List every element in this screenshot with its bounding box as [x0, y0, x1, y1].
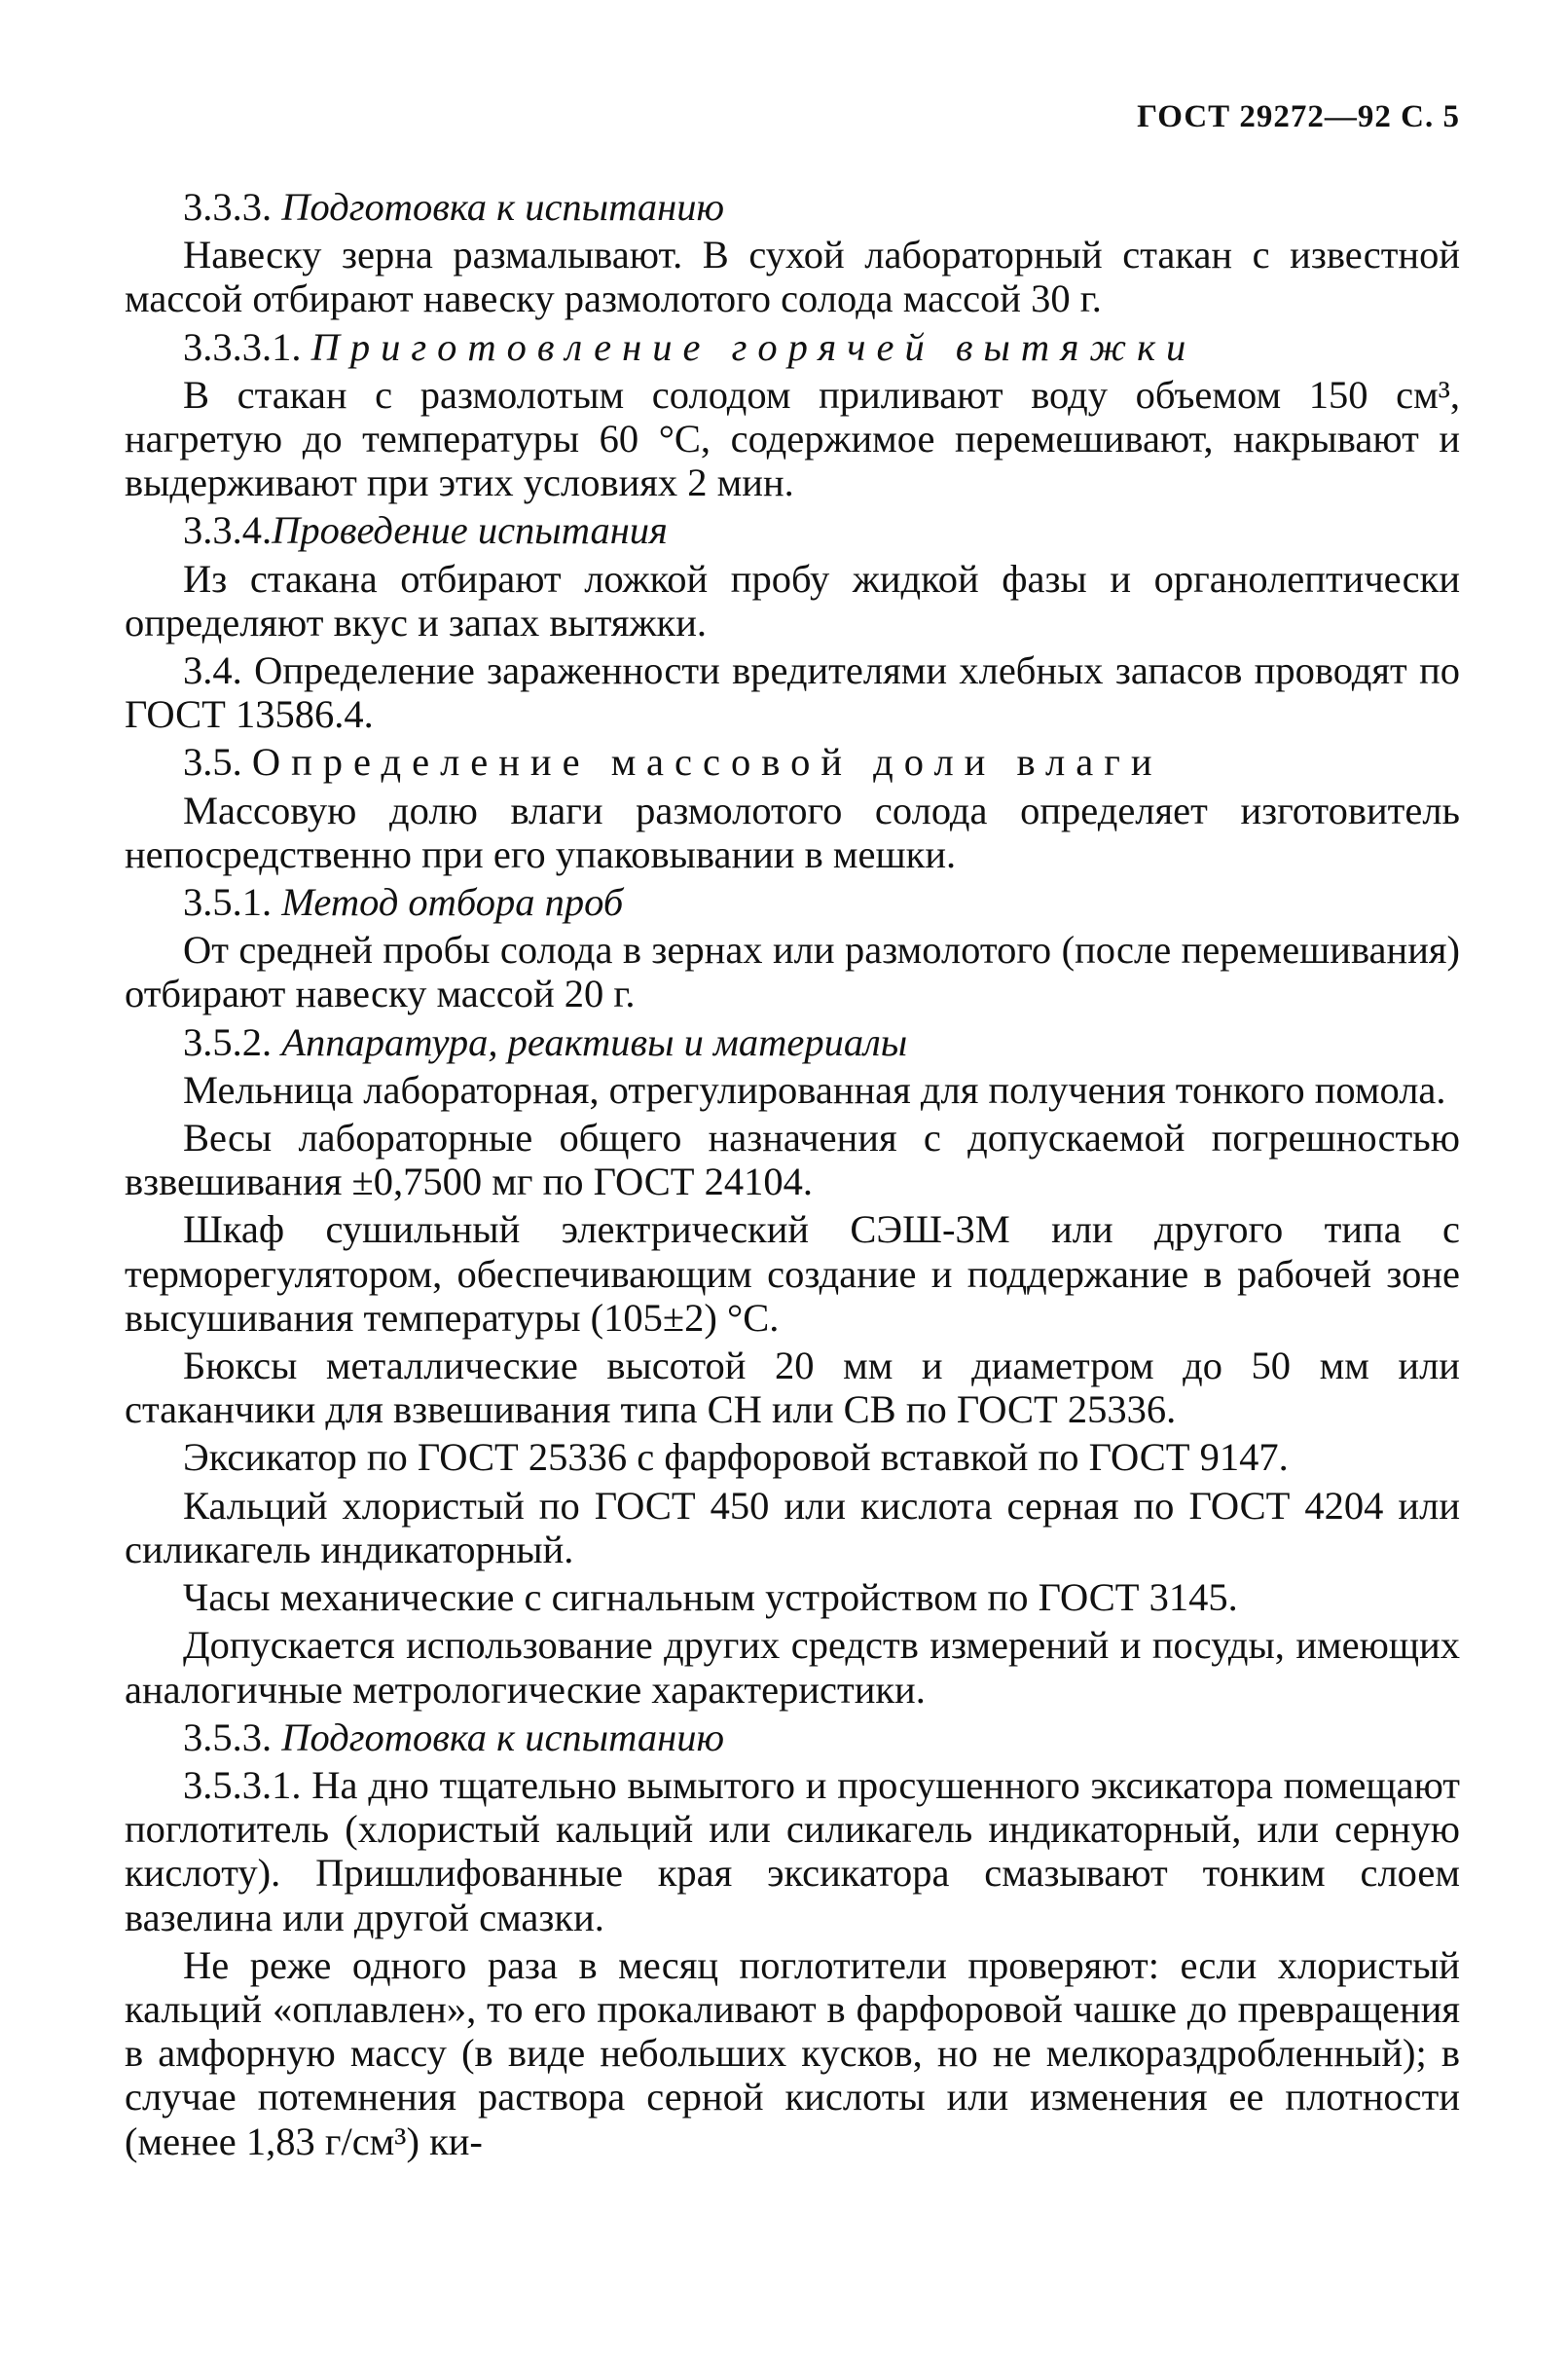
section-title: Подготовка к испытанию — [281, 1714, 725, 1759]
section-heading-3-5 — [125, 740, 1460, 784]
document-page — [125, 97, 1460, 2163]
paragraph: Кальций хлористый по ГОСТ 450 или кислота серная по ГОСТ 4204 или силикагель индикаторный. — [125, 1483, 1460, 1571]
section-title: Проведение испытания — [272, 508, 668, 553]
section-heading-3-3-3-1 — [125, 325, 1460, 369]
section-heading-3-5-3 — [125, 1715, 1460, 1759]
section-number: 3.5.1. — [183, 880, 273, 925]
section-heading-3-3-4 — [125, 508, 1460, 552]
section-heading-3-5-1 — [125, 880, 1460, 924]
section-number: 3.3.4. — [183, 508, 273, 553]
paragraph: Весы лабораторные общего назначения с допускаемой погрешностью взвешивания ±0,7500 мг по ГОСТ 24104. — [125, 1116, 1460, 1204]
section-heading-3-3-3 — [125, 185, 1460, 229]
paragraph: 3.4. Определение зараженности вредителями хлебных запасов проводят по ГОСТ 13586.4. — [125, 648, 1460, 737]
paragraph: В стакан с размолотым солодом приливают воду объемом 150 см³, нагретую до температуры 60 °С, содержимое перемешивают, накрывают и выдерживают при этих условиях 2 мин. — [125, 372, 1460, 505]
section-number: 3.5.2. — [183, 1019, 273, 1064]
section-title: Аппаратура, реактивы и материалы — [281, 1019, 908, 1064]
paragraph: 3.5.3.1. На дно тщательно вымытого и просушенного эксикатора помещают поглотитель (хлористый кальций или силикагель индикаторный, или серную кислоту). Пришлифованные края эксикатора смазывают тонким слоем вазелина или другой смазки. — [125, 1762, 1460, 1939]
paragraph: Мельница лабораторная, отрегулированная для получения тонкого помола. — [183, 1067, 1446, 1112]
paragraph: Допускается использование других средств измерений и посуды, имеющих аналогичные метрологические характеристики. — [125, 1623, 1460, 1712]
section-heading-3-5-2 — [125, 1020, 1460, 1064]
paragraph: Часы механические с сигнальным устройством по ГОСТ 3145. — [183, 1575, 1238, 1620]
paragraph: Массовую долю влаги размолотого солода определяет изготовитель непосредственно при его упаковывании в мешки. — [125, 788, 1460, 876]
section-number: 3.3.3. — [183, 185, 273, 229]
paragraph: Шкаф сушильный электрический СЭШ-3М или другого типа с терморегулятором, обеспечивающим создание и поддержание в рабочей зоне высушивания температуры (105±2) °С. — [125, 1207, 1460, 1340]
paragraph: Бюксы металлические высотой 20 мм и диаметром до 50 мм или стаканчики для взвешивания типа СН или СВ по ГОСТ 25336. — [125, 1344, 1460, 1432]
paragraph: Навеску зерна размалывают. В сухой лабораторный стакан с известной массой отбирают навеску размолотого солода массой 30 г. — [125, 233, 1460, 321]
paragraph: Эксикатор по ГОСТ 25336 с фарфоровой вставкой по ГОСТ 9147. — [183, 1435, 1289, 1480]
section-title: Подготовка к испытанию — [281, 185, 725, 229]
page-header: ГОСТ 29272—92 С. 5 — [1137, 99, 1460, 134]
section-number: 3.3.3.1. — [183, 324, 302, 369]
paragraph: От средней пробы солода в зернах или размолотого (после перемешивания) отбирают навеску массой 20 г. — [125, 928, 1460, 1016]
section-number: 3.5. — [183, 740, 242, 785]
section-title: Приготовление горячей вытяжки — [310, 324, 1197, 369]
paragraph: Не реже одного раза в месяц поглотители проверяют: если хлористый кальций «оплавлен», то его прокаливают в фарфоровой чашке до превращения в амфорную массу (в виде небольших кусков, но не мелкораздробленный); в случае потемнения раствора серной кислоты или изменения ее плотности (менее 1,83 г/см³) ки- — [125, 1942, 1460, 2163]
section-title: Метод отбора проб — [281, 880, 624, 925]
section-number: 3.5.3. — [183, 1714, 273, 1759]
section-title: Определение массовой доли влаги — [251, 740, 1163, 785]
paragraph: Из стакана отбирают ложкой пробу жидкой фазы и органолептически определяют вкус и запах вытяжки. — [125, 556, 1460, 645]
